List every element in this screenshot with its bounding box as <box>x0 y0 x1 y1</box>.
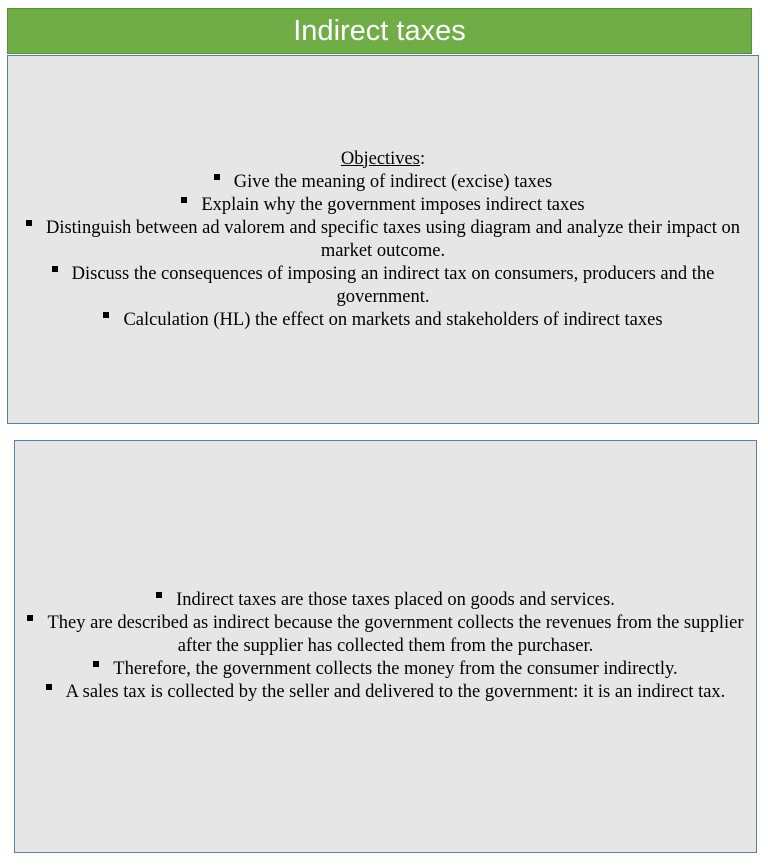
definition-text: They are described as indirect because the government collects the revenues from the supplier after the supplier has collected them from the purchaser. <box>47 613 744 656</box>
objectives-box <box>7 55 759 424</box>
square-bullet-icon <box>103 312 109 318</box>
objectives-list <box>22 171 744 332</box>
slide-title: Indirect taxes <box>7 8 752 54</box>
definition-item <box>27 612 744 658</box>
square-bullet-icon <box>52 266 58 272</box>
objective-item <box>22 263 744 309</box>
objectives-heading-line <box>341 148 425 171</box>
square-bullet-icon <box>27 615 33 621</box>
objective-item <box>22 217 744 263</box>
definition-text: Indirect taxes are those taxes placed on goods and services. <box>176 590 615 610</box>
definition-text: Therefore, the government collects the money from the consumer indirectly. <box>113 659 678 679</box>
objective-text: Give the meaning of indirect (excise) taxes <box>233 171 553 192</box>
square-bullet-icon <box>156 592 162 598</box>
definition-box <box>14 440 757 853</box>
objective-text: Distinguish between ad valorem and specific taxes using diagram and analyze their impact on market outcome. <box>45 217 741 261</box>
definition-item <box>27 589 744 612</box>
objectives-heading-colon: : <box>419 148 426 169</box>
square-bullet-icon <box>46 684 52 690</box>
objective-item <box>22 309 744 332</box>
objective-item <box>22 171 744 194</box>
objective-text: Calculation (HL) the effect on markets and stakeholders of indirect taxes <box>123 309 663 330</box>
objectives-heading: Objectives <box>340 148 420 169</box>
definition-item <box>27 658 744 681</box>
objective-text: Explain why the government imposes indirect taxes <box>201 194 585 215</box>
objective-item <box>22 194 744 217</box>
definition-item <box>27 681 744 704</box>
objective-text: Discuss the consequences of imposing an indirect tax on consumers, producers and the government. <box>71 263 715 307</box>
definition-text: A sales tax is collected by the seller and delivered to the government: it is an indirect tax. <box>65 682 726 702</box>
square-bullet-icon <box>93 661 99 667</box>
square-bullet-icon <box>181 197 187 203</box>
square-bullet-icon <box>26 220 32 226</box>
definition-list <box>27 589 744 704</box>
square-bullet-icon <box>214 174 220 180</box>
